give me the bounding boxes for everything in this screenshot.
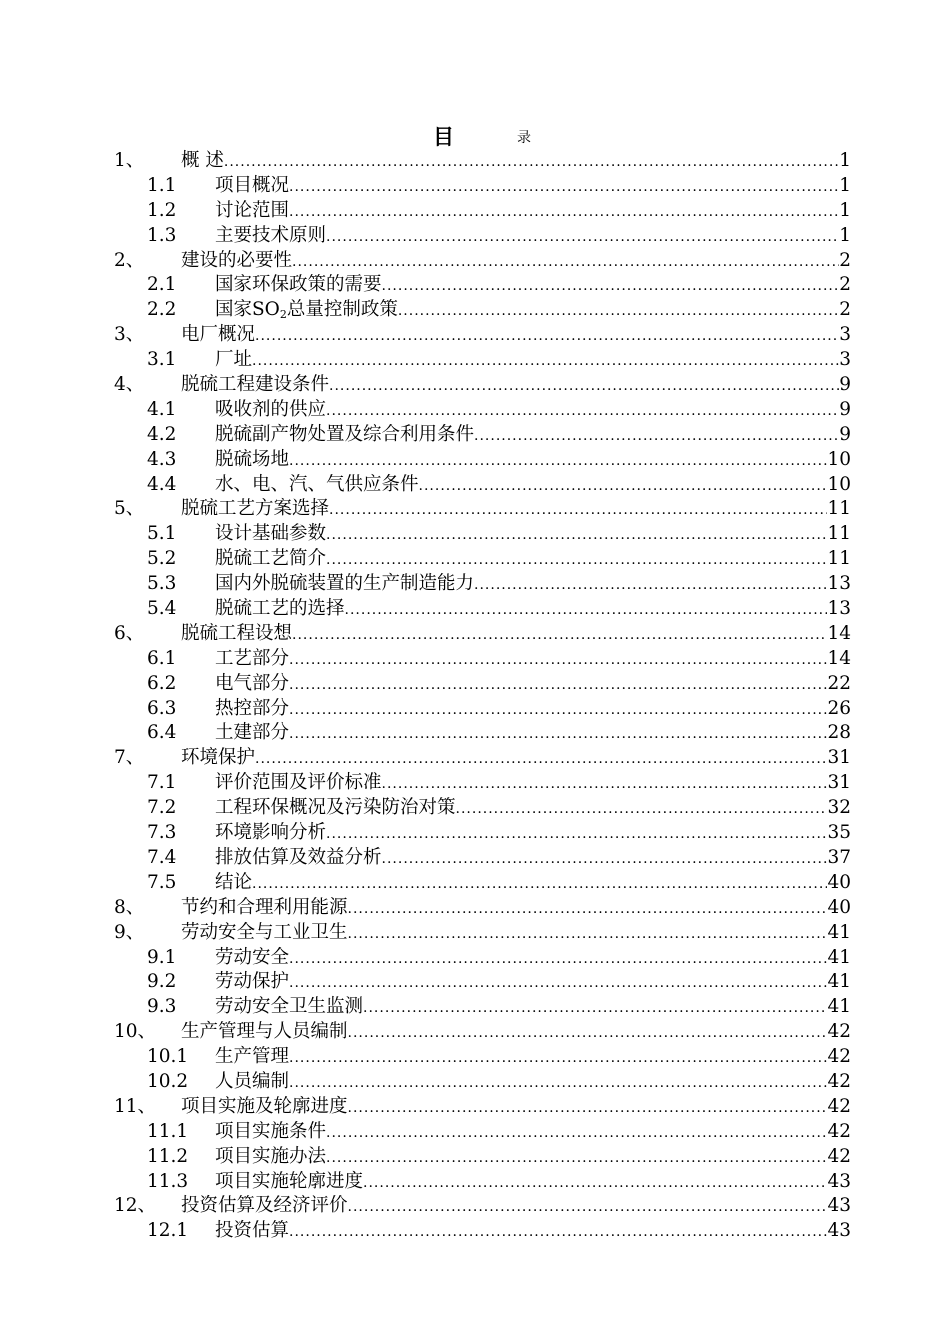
- toc-leader-dots: [382, 772, 828, 797]
- toc-entry[interactable]: [114, 423, 851, 448]
- toc-entry-label: 土建部分: [215, 722, 290, 744]
- toc-entry-page: 35: [827, 822, 851, 844]
- toc-leader-dots: [348, 1096, 828, 1121]
- toc-leader-dots: [289, 1220, 827, 1245]
- toc-leader-dots: [252, 872, 827, 897]
- toc-leader-dots: [255, 324, 839, 349]
- toc-entry-page: 13: [827, 598, 851, 620]
- toc-entry-label: 项目实施条件: [215, 1120, 327, 1142]
- toc-entry-line: [181, 896, 851, 922]
- toc-leader-dots: [382, 847, 828, 872]
- toc-entry-number: 7.5: [147, 871, 177, 893]
- toc-entry-number: 1、: [114, 150, 145, 171]
- toc-entry-label: 厂址: [215, 349, 253, 371]
- toc-entry-line: [215, 423, 851, 449]
- toc-entry[interactable]: [114, 796, 851, 821]
- toc-entry-label: 劳动安全卫生监测: [215, 996, 364, 1018]
- toc-entry[interactable]: [114, 995, 851, 1020]
- toc-entry-line: [215, 771, 851, 797]
- toc-entry-page: 14: [827, 647, 851, 669]
- toc-entry[interactable]: [114, 1020, 851, 1045]
- toc-entry-label: 项目实施办法: [215, 1145, 327, 1167]
- toc-entry-label: 国内外脱硫装置的生产制造能力: [215, 573, 475, 595]
- toc-entry-label: 脱硫工艺方案选择: [181, 498, 330, 520]
- toc-entry[interactable]: [114, 473, 851, 498]
- toc-leader-dots: [326, 822, 827, 847]
- toc-entry-page: 22: [827, 672, 851, 694]
- toc-entry-line: [215, 1170, 851, 1196]
- toc-entry[interactable]: [114, 1170, 851, 1195]
- toc-entry-number: 11.2: [147, 1145, 189, 1167]
- toc-leader-dots: [252, 349, 839, 374]
- toc-entry-line: [181, 921, 851, 947]
- toc-entry-number: 5.2: [147, 548, 177, 570]
- toc-leader-dots: [289, 971, 827, 996]
- toc-entry-line: [215, 647, 851, 673]
- toc-entry-number: 5.1: [147, 523, 177, 545]
- toc-leader-dots: [289, 1071, 827, 1096]
- toc-entry[interactable]: [114, 497, 851, 522]
- toc-entry-label: 劳动保护: [215, 971, 290, 993]
- toc-entry-number: 11、: [114, 1095, 157, 1117]
- toc-entry-label: 电气部分: [215, 672, 290, 694]
- toc-leader-dots: [326, 1146, 827, 1171]
- toc-entry-number: 5.3: [147, 573, 177, 595]
- toc-leader-dots: [348, 897, 828, 922]
- toc-leader-dots: [292, 250, 839, 275]
- toc-entry-page: 11: [827, 548, 851, 570]
- toc-leader-dots: [345, 598, 828, 623]
- toc-entry[interactable]: [114, 1095, 851, 1120]
- toc-leader-dots: [348, 922, 828, 947]
- toc-entry-page: 2: [839, 274, 851, 296]
- toc-leader-dots: [363, 996, 827, 1021]
- toc-entry-page: 41: [827, 996, 851, 1018]
- toc-entry[interactable]: [114, 771, 851, 796]
- toc-entry-number: 6.2: [147, 672, 177, 694]
- toc-entry-number: 4.3: [147, 448, 177, 470]
- toc-leader-dots: [289, 698, 827, 723]
- toc-entry-number: 9.3: [147, 996, 177, 1018]
- toc-entry-line: [215, 348, 851, 374]
- toc-leader-dots: [419, 474, 828, 499]
- toc-entry-label: 脱硫工程建设条件: [181, 374, 330, 396]
- toc-entry-line: [215, 721, 851, 747]
- toc-entry-line: [215, 672, 851, 698]
- toc-entry-page: 11: [827, 523, 851, 545]
- toc-entry[interactable]: [114, 871, 851, 896]
- toc-entry-number: 9、: [114, 921, 145, 943]
- toc-entry-page: 40: [827, 871, 851, 893]
- toc-entry-label: 劳动安全与工业卫生: [181, 921, 348, 943]
- toc-entry-page: 3: [839, 349, 851, 371]
- toc-entry-number: 10.1: [147, 1046, 189, 1068]
- toc-entry-line: [215, 970, 851, 996]
- toc-entry-line: [215, 597, 851, 623]
- toc-entry-label: 环境保护: [181, 747, 256, 769]
- toc-entry-page: 41: [827, 946, 851, 968]
- toc-entry-number: 5、: [114, 498, 145, 520]
- toc-entry[interactable]: [114, 373, 851, 398]
- toc-entry[interactable]: [114, 1194, 851, 1219]
- toc-entry-page: 40: [827, 896, 851, 918]
- toc-entry-label: 吸收剂的供应: [215, 398, 327, 420]
- toc-entry-number: 3、: [114, 324, 145, 346]
- toc-entry-page: 42: [827, 1145, 851, 1167]
- toc-entry-page: 1: [839, 150, 851, 171]
- toc-entry-line: [215, 1070, 851, 1096]
- toc-leader-dots: [289, 673, 827, 698]
- toc-entry-number: 4.4: [147, 473, 177, 495]
- toc-entry[interactable]: [114, 448, 851, 473]
- toc-entry-line: [215, 547, 851, 573]
- toc-entry-page: 43: [827, 1170, 851, 1192]
- toc-entry-number: 2、: [114, 249, 145, 271]
- toc-entry[interactable]: [114, 1070, 851, 1095]
- toc-entry-page: 1: [839, 174, 851, 196]
- toc-entry-page: 13: [827, 573, 851, 595]
- toc-leader-dots: [289, 175, 839, 200]
- toc-entry-number: 7.4: [147, 846, 177, 868]
- toc-entry-label: 热控部分: [215, 697, 290, 719]
- toc-entry-page: 11: [827, 498, 851, 520]
- toc-entry[interactable]: [114, 1219, 851, 1244]
- toc-entry-line: [215, 946, 851, 972]
- toc-entry-line: [215, 995, 851, 1021]
- toc-entry-number: 6.3: [147, 697, 177, 719]
- toc-leader-dots: [326, 523, 827, 548]
- toc-entry-label: 建设的必要性: [181, 249, 293, 271]
- toc-entry-number: 1.3: [147, 224, 177, 246]
- toc-entry-page: 43: [827, 1195, 851, 1217]
- toc-entry-line: [181, 373, 851, 399]
- toc-entry-label: 投资估算: [215, 1220, 290, 1242]
- toc-entry-number: 10.2: [147, 1070, 189, 1092]
- toc-entry-line: [215, 522, 851, 548]
- toc-entry[interactable]: [114, 970, 851, 995]
- toc-entry[interactable]: [114, 224, 851, 249]
- toc-entry-label: 生产管理与人员编制: [181, 1021, 348, 1043]
- toc-entry[interactable]: [114, 522, 851, 547]
- toc-leader-dots: [348, 1195, 828, 1220]
- toc-leader-dots: [289, 449, 827, 474]
- toc-entry-number: 4、: [114, 374, 145, 396]
- toc-entry-label: 工程环保概况及污染防治对策: [215, 797, 456, 819]
- toc-entry[interactable]: [114, 1120, 851, 1145]
- toc-entry[interactable]: [114, 199, 851, 224]
- toc-entry-label: 主要技术原则: [215, 224, 327, 246]
- toc-entry[interactable]: [114, 746, 851, 771]
- toc-entry-page: 10: [827, 473, 851, 495]
- toc-entry-line: [215, 1145, 851, 1171]
- toc-entry-page: 28: [827, 722, 851, 744]
- toc-entry[interactable]: [114, 547, 851, 572]
- toc-entry-number: 6.4: [147, 722, 177, 744]
- toc-entry-page: 37: [827, 846, 851, 868]
- toc-entry-label: 项目实施及轮廓进度: [181, 1095, 348, 1117]
- toc-entry-label: 水、电、汽、气供应条件: [215, 473, 419, 495]
- toc-entry-line: [215, 473, 851, 499]
- toc-leader-dots: [348, 1021, 828, 1046]
- toc-entry-page: 2: [839, 299, 851, 321]
- toc-entry-number: 5.4: [147, 598, 177, 620]
- toc-leader-dots: [289, 722, 827, 747]
- toc-title-sub: 录: [517, 130, 531, 146]
- toc-leader-dots: [289, 648, 827, 673]
- toc-entry[interactable]: [114, 622, 851, 647]
- toc-leader-dots: [329, 374, 839, 399]
- toc-entry-label: 节约和合理利用能源: [181, 896, 348, 918]
- toc-entry-number: 7.3: [147, 822, 177, 844]
- toc-entry[interactable]: [114, 597, 851, 622]
- toc-entry-number: 6.1: [147, 647, 177, 669]
- toc-entry-page: 14: [827, 622, 851, 644]
- toc-entry-label: 工艺部分: [215, 647, 290, 669]
- toc-leader-dots: [474, 573, 827, 598]
- toc-entry-label: 脱硫副产物处置及综合利用条件: [215, 423, 475, 445]
- toc-entry-number: 12、: [114, 1195, 157, 1217]
- toc-entry-line: [215, 199, 851, 225]
- toc-leader-dots: [289, 947, 827, 972]
- toc-entry-label: 概 述: [181, 150, 224, 171]
- toc-leader-dots: [289, 1046, 827, 1071]
- toc-entry-line: [215, 298, 851, 324]
- toc-entry[interactable]: [114, 1045, 851, 1070]
- toc-entry-label: 项目实施轮廓进度: [215, 1170, 364, 1192]
- toc-entry[interactable]: [114, 298, 851, 323]
- toc-entry-label: 人员编制: [215, 1070, 290, 1092]
- toc-entry-label: 脱硫工艺简介: [215, 548, 327, 570]
- toc-entry-line: [215, 871, 851, 897]
- toc-entry-line: [215, 796, 851, 822]
- toc-entry-line: [215, 572, 851, 598]
- toc-leader-dots: [474, 424, 839, 449]
- toc-leader-dots: [326, 548, 827, 573]
- toc-leader-dots: [329, 498, 827, 523]
- toc-entry-line: [181, 746, 851, 772]
- toc-entry-page: 31: [827, 772, 851, 794]
- toc-entry-label: 设计基础参数: [215, 523, 327, 545]
- toc-entry-number: 9.1: [147, 946, 177, 968]
- toc-entry-number: 7.2: [147, 797, 177, 819]
- toc-entry-number: 4.2: [147, 423, 177, 445]
- toc-entry-page: 42: [827, 1070, 851, 1092]
- toc-entry-number: 12.1: [147, 1220, 189, 1242]
- toc-entry-page: 42: [827, 1046, 851, 1068]
- toc-title: [0, 124, 950, 150]
- toc-entry-page: 1: [839, 224, 851, 246]
- toc-leader-dots: [224, 150, 839, 175]
- toc-leader-dots: [292, 623, 827, 648]
- toc-entry-number: 10、: [114, 1021, 157, 1043]
- toc-entry-number: 1.2: [147, 199, 177, 221]
- toc-entry-number: 11.1: [147, 1120, 189, 1142]
- toc-entry-page: 1: [839, 199, 851, 221]
- toc-entry-page: 42: [827, 1095, 851, 1117]
- toc-leader-dots: [289, 200, 839, 225]
- toc-entry[interactable]: [114, 946, 851, 971]
- toc-entry-label: 国家$SO_2$总量控制政策: [215, 299, 398, 322]
- toc-leader-dots: [326, 399, 839, 424]
- toc-entry-page: 10: [827, 448, 851, 470]
- toc-entry[interactable]: [114, 721, 851, 746]
- toc-entry-number: 7、: [114, 747, 145, 769]
- toc-entry-label: 项目概况: [215, 174, 290, 196]
- toc-entry-number: 9.2: [147, 971, 177, 993]
- toc-entry-page: 2: [839, 249, 851, 271]
- toc-entry-number: 8、: [114, 896, 145, 918]
- toc-entry-label: 讨论范围: [215, 199, 290, 221]
- toc-leader-dots: [255, 747, 827, 772]
- toc-entry[interactable]: [114, 249, 851, 274]
- toc-entry[interactable]: [114, 348, 851, 373]
- toc-entry-line: [215, 174, 851, 200]
- toc-entry-number: 1.1: [147, 174, 177, 196]
- toc-entry-line: [215, 1219, 851, 1245]
- toc-entry-label: 劳动安全: [215, 946, 290, 968]
- toc-entry-page: 41: [827, 971, 851, 993]
- toc-entry[interactable]: [114, 821, 851, 846]
- toc-entry-page: 41: [827, 921, 851, 943]
- toc-entry[interactable]: [114, 1145, 851, 1170]
- toc-entry-line: [215, 273, 851, 299]
- toc-entry-line: [215, 697, 851, 723]
- toc-entry-line: [181, 1020, 851, 1046]
- toc-entry-label: 电厂概况: [181, 324, 256, 346]
- toc-entry-line: [181, 249, 851, 275]
- toc-entry-page: 43: [827, 1220, 851, 1242]
- toc-entry-page: 42: [827, 1120, 851, 1142]
- toc-entry-label: 脱硫工程设想: [181, 622, 293, 644]
- toc-entry-line: [215, 224, 851, 250]
- toc-entry-page: 3: [839, 324, 851, 346]
- toc-entry[interactable]: [114, 149, 851, 174]
- toc-leader-dots: [363, 1171, 827, 1196]
- toc-entry-line: [215, 398, 851, 424]
- toc-entry-number: 11.3: [147, 1170, 189, 1192]
- toc-entry-number: 3.1: [147, 349, 177, 371]
- toc-entry-label: 环境影响分析: [215, 822, 327, 844]
- toc-entry-label: 结论: [215, 871, 253, 893]
- toc-entry-label: 脱硫场地: [215, 448, 290, 470]
- toc-entry[interactable]: [114, 846, 851, 871]
- toc-entry-label: 国家环保政策的需要: [215, 274, 382, 296]
- toc-entry[interactable]: [114, 921, 851, 946]
- toc-entry[interactable]: [114, 896, 851, 921]
- toc-title-main: 目: [433, 124, 454, 149]
- toc-entry-line: [215, 821, 851, 847]
- toc-entry[interactable]: [114, 398, 851, 423]
- toc-entry-number: 6、: [114, 622, 145, 644]
- toc-entry-number: 2.2: [147, 299, 177, 321]
- toc-entry-label: 评价范围及评价标准: [215, 772, 382, 794]
- toc-leader-dots: [326, 1121, 827, 1146]
- toc-entry[interactable]: [114, 572, 851, 597]
- toc-entry[interactable]: [114, 174, 851, 199]
- toc-leader-dots: [398, 299, 839, 324]
- toc-entry-page: 9: [839, 374, 851, 396]
- toc-entry[interactable]: [114, 697, 851, 722]
- toc-entry-number: 7.1: [147, 772, 177, 794]
- toc-entry-line: [181, 497, 851, 523]
- toc-entry-page: 32: [827, 797, 851, 819]
- toc-entry[interactable]: [114, 672, 851, 697]
- toc-leader-dots: [326, 225, 839, 250]
- toc-entry-number: 2.1: [147, 274, 177, 296]
- toc-entry-line: [181, 622, 851, 648]
- toc-entry-label: 投资估算及经济评价: [181, 1195, 348, 1217]
- toc-entry-line: [181, 1095, 851, 1121]
- toc-leader-dots: [382, 274, 840, 299]
- toc-entry-label: 排放估算及效益分析: [215, 846, 382, 868]
- table-of-contents: [114, 149, 851, 1244]
- toc-entry-label: 脱硫工艺的选择: [215, 598, 345, 620]
- toc-entry-line: [181, 1194, 851, 1220]
- toc-entry-line: [215, 1045, 851, 1071]
- toc-entry-page: 42: [827, 1021, 851, 1043]
- toc-entry-page: 26: [827, 697, 851, 719]
- toc-entry-page: 9: [839, 398, 851, 420]
- toc-entry-line: [215, 448, 851, 474]
- toc-entry-line: [215, 846, 851, 872]
- toc-entry-label: 生产管理: [215, 1046, 290, 1068]
- toc-entry-page: 9: [839, 423, 851, 445]
- toc-leader-dots: [456, 797, 828, 822]
- toc-entry-line: [181, 149, 851, 175]
- toc-entry-number: 4.1: [147, 398, 177, 420]
- toc-entry-line: [215, 1120, 851, 1146]
- toc-entry-page: 31: [827, 747, 851, 769]
- toc-entry[interactable]: [114, 273, 851, 298]
- toc-entry[interactable]: [114, 647, 851, 672]
- toc-entry-line: [181, 323, 851, 349]
- toc-entry[interactable]: [114, 323, 851, 348]
